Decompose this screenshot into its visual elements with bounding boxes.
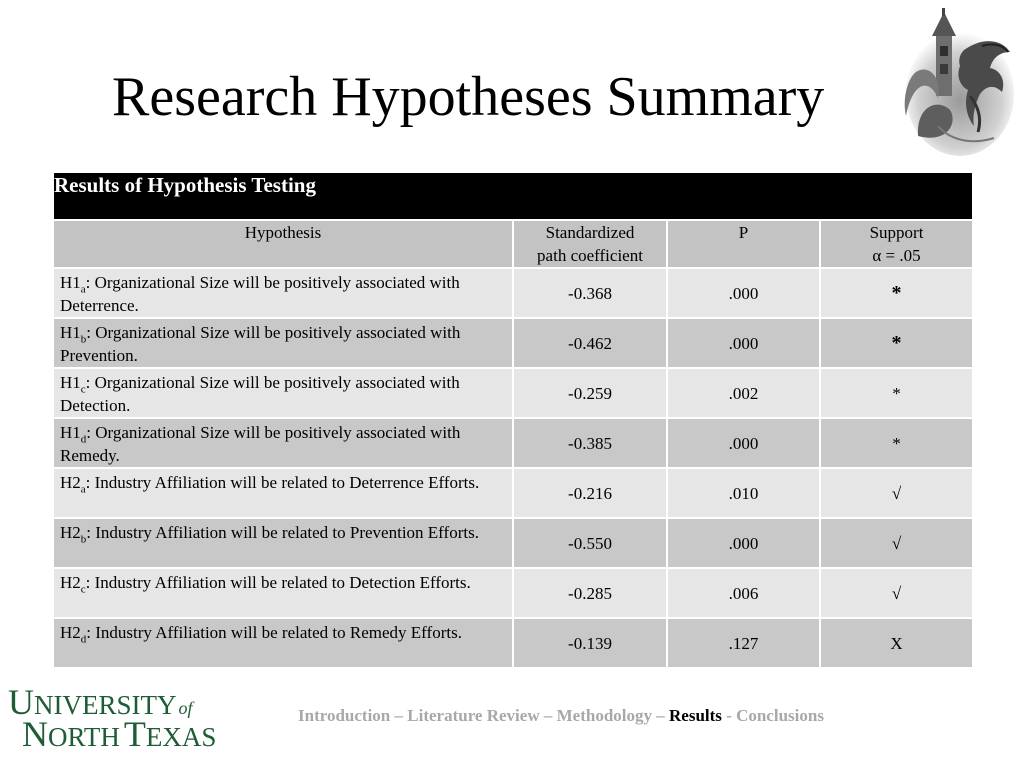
hypothesis-id: H2 bbox=[60, 573, 81, 592]
table-row bbox=[53, 468, 973, 518]
breadcrumb-separator: - bbox=[721, 706, 737, 725]
logo-n: N bbox=[22, 714, 48, 750]
coefficient-cell: -0.259 bbox=[513, 368, 667, 418]
support-cell: √ bbox=[820, 568, 973, 618]
hypothesis-cell bbox=[53, 468, 513, 518]
hypothesis-subscript: a bbox=[80, 483, 86, 496]
hypothesis-cell bbox=[53, 368, 513, 418]
table-row bbox=[53, 568, 973, 618]
logo-u: U bbox=[8, 684, 34, 722]
table-row bbox=[53, 268, 973, 318]
hypothesis-cell bbox=[53, 568, 513, 618]
hypothesis-id: H2 bbox=[60, 523, 81, 542]
table-row bbox=[53, 618, 973, 668]
hypothesis-cell bbox=[53, 618, 513, 668]
hypothesis-subscript: a bbox=[80, 283, 86, 296]
coefficient-cell: -0.139 bbox=[513, 618, 667, 668]
p-value-cell: .006 bbox=[667, 568, 820, 618]
hypothesis-subscript: b bbox=[80, 533, 87, 546]
logo-of: of bbox=[178, 698, 193, 718]
p-value-cell: .127 bbox=[667, 618, 820, 668]
hypothesis-text: : Industry Affiliation will be related to Deterrence Efforts. bbox=[85, 473, 480, 492]
support-cell: √ bbox=[820, 468, 973, 518]
hypothesis-text: : Organizational Size will be positively associated with Prevention. bbox=[60, 323, 461, 365]
table-row bbox=[53, 418, 973, 468]
slide-title: Research Hypotheses Summary bbox=[112, 66, 825, 128]
col-header-p: P bbox=[667, 220, 820, 268]
hypothesis-subscript: c bbox=[80, 583, 86, 596]
table-caption: Results of Hypothesis Testing bbox=[53, 172, 973, 220]
p-value-cell: .000 bbox=[667, 418, 820, 468]
breadcrumb-literature-review[interactable]: Literature Review bbox=[407, 706, 540, 725]
support-cell: * bbox=[820, 418, 973, 468]
col-header-support-line2: α = .05 bbox=[872, 246, 921, 265]
hypothesis-id: H1 bbox=[60, 423, 81, 442]
support-cell: * bbox=[820, 268, 973, 318]
hypothesis-cell bbox=[53, 268, 513, 318]
coefficient-cell: -0.462 bbox=[513, 318, 667, 368]
col-header-coefficient bbox=[513, 220, 667, 268]
eagle-tower-emblem-icon bbox=[898, 6, 1016, 158]
support-cell: √ bbox=[820, 518, 973, 568]
support-cell: * bbox=[820, 318, 973, 368]
breadcrumb-separator: – bbox=[652, 706, 669, 725]
results-table bbox=[52, 171, 974, 669]
logo-niversity: NIVERSITY bbox=[34, 690, 177, 720]
results-table-body bbox=[53, 268, 973, 668]
hypothesis-id: H1 bbox=[60, 273, 81, 292]
hypothesis-text: : Industry Affiliation will be related to Remedy Efforts. bbox=[86, 623, 462, 642]
col-header-coefficient-line1: Standardized bbox=[545, 223, 635, 242]
unt-logo bbox=[8, 684, 226, 750]
p-value-cell: .002 bbox=[667, 368, 820, 418]
breadcrumb-introduction[interactable]: Introduction bbox=[298, 706, 391, 725]
col-header-support-line1: Support bbox=[869, 223, 924, 242]
hypothesis-subscript: d bbox=[80, 433, 87, 446]
hypothesis-id: H1 bbox=[60, 323, 81, 342]
coefficient-cell: -0.216 bbox=[513, 468, 667, 518]
coefficient-cell: -0.550 bbox=[513, 518, 667, 568]
logo-orth: ORTH bbox=[48, 722, 120, 750]
hypothesis-subscript: c bbox=[80, 383, 86, 396]
hypothesis-text: : Organizational Size will be positively associated with Remedy. bbox=[60, 423, 461, 465]
breadcrumb-results-current[interactable]: Results bbox=[669, 706, 722, 725]
table-row bbox=[53, 318, 973, 368]
hypothesis-cell bbox=[53, 418, 513, 468]
table-row bbox=[53, 518, 973, 568]
col-header-coefficient-line2: path coefficient bbox=[537, 246, 643, 265]
breadcrumb-conclusions[interactable]: Conclusions bbox=[736, 706, 824, 725]
hypothesis-cell bbox=[53, 318, 513, 368]
p-value-cell: .000 bbox=[667, 518, 820, 568]
section-breadcrumb bbox=[298, 706, 824, 726]
hypothesis-id: H2 bbox=[60, 623, 81, 642]
breadcrumb-methodology[interactable]: Methodology bbox=[556, 706, 652, 725]
logo-exas: EXAS bbox=[145, 722, 217, 750]
support-cell: * bbox=[820, 368, 973, 418]
col-header-hypothesis: Hypothesis bbox=[53, 220, 513, 268]
hypothesis-text: : Organizational Size will be positively associated with Detection. bbox=[60, 373, 460, 415]
coefficient-cell: -0.385 bbox=[513, 418, 667, 468]
coefficient-cell: -0.285 bbox=[513, 568, 667, 618]
hypothesis-subscript: b bbox=[80, 333, 87, 346]
hypothesis-text: : Industry Affiliation will be related to Prevention Efforts. bbox=[86, 523, 479, 542]
hypothesis-id: H1 bbox=[60, 373, 81, 392]
hypothesis-cell bbox=[53, 518, 513, 568]
coefficient-cell: -0.368 bbox=[513, 268, 667, 318]
breadcrumb-separator: – bbox=[390, 706, 408, 725]
p-value-cell: .000 bbox=[667, 268, 820, 318]
p-value-cell: .000 bbox=[667, 318, 820, 368]
logo-t: T bbox=[123, 714, 146, 750]
table-row bbox=[53, 368, 973, 418]
support-cell: X bbox=[820, 618, 973, 668]
column-header-row bbox=[53, 220, 973, 268]
breadcrumb-separator: – bbox=[539, 706, 557, 725]
hypothesis-subscript: d bbox=[80, 633, 87, 646]
hypothesis-text: : Organizational Size will be positively associated with Deterrence. bbox=[60, 273, 460, 315]
hypothesis-id: H2 bbox=[60, 473, 81, 492]
p-value-cell: .010 bbox=[667, 468, 820, 518]
hypothesis-text: : Industry Affiliation will be related to Detection Efforts. bbox=[85, 573, 471, 592]
col-header-support bbox=[820, 220, 973, 268]
